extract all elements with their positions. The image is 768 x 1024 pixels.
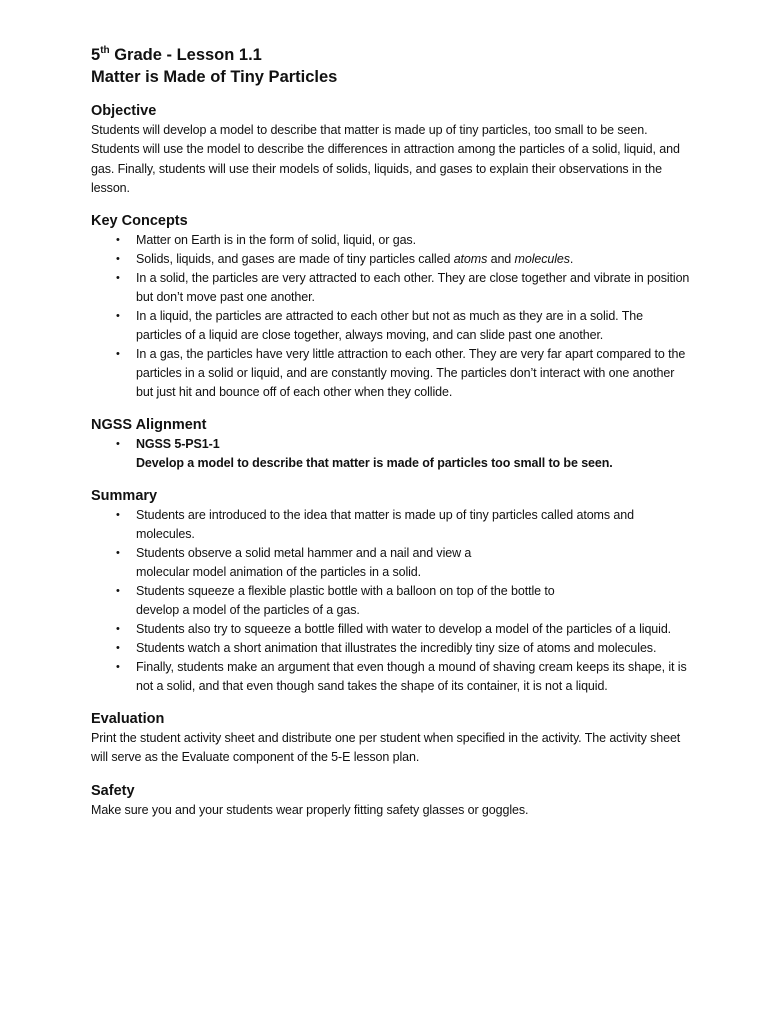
- list-item-text: Matter on Earth is in the form of solid, liquid, or gas.: [136, 233, 416, 248]
- bullet-icon: •: [116, 642, 120, 655]
- list-item: [91, 582, 691, 620]
- evaluation-heading: Evaluation: [91, 711, 165, 728]
- grade-lesson-text: Grade - Lesson 1.1: [109, 46, 262, 64]
- bullet-icon: •: [116, 438, 120, 451]
- list-item-text: Finally, students make an argument that even though a mound of shaving cream keeps its shape, it is not a solid, and that even though sand takes the shape of its container, it is not a liquid.: [136, 660, 687, 694]
- bullet-icon: •: [116, 234, 120, 247]
- objective-text: Students will develop a model to describe that matter is made up of tiny particles, too small to be seen. Students will use the model to describe the differences in attraction among the particles of a solid, liquid, and gas. Finally, students will use their models of solids, liquids, and gases to explain their observations in the lesson.: [91, 123, 680, 195]
- list-item: [91, 506, 691, 544]
- lesson-subtitle: Matter is Made of Tiny Particles: [91, 68, 338, 86]
- summary-list: [91, 506, 691, 696]
- key-concepts-list: [91, 231, 691, 402]
- list-item-text: Students are introduced to the idea that matter is made up of tiny particles called atoms and molecules.: [136, 508, 634, 542]
- safety-heading: Safety: [91, 782, 135, 799]
- bullet-icon: •: [116, 509, 120, 522]
- bullet-icon: •: [116, 272, 120, 285]
- evaluation-text: Print the student activity sheet and distribute one per student when specified in the activity. The activity sheet will serve as the Evaluate component of the 5-E lesson plan.: [91, 731, 681, 765]
- list-item-text: Students observe a solid metal hammer and a nail and view a molecular model animation of the particles in a solid.: [136, 546, 472, 580]
- bullet-icon: •: [116, 310, 120, 323]
- ngss-code: NGSS 5-PS1-1: [136, 437, 220, 452]
- list-item-text-before: Solids, liquids, and gases are made of tiny particles called: [136, 252, 454, 267]
- term-atoms: atoms: [453, 252, 488, 267]
- bullet-icon: •: [116, 661, 120, 674]
- bullet-icon: •: [116, 348, 120, 361]
- list-item-text: Students also try to squeeze a bottle filled with water to develop a model of the particles of a liquid.: [136, 622, 672, 637]
- list-item-text: Students squeeze a flexible plastic bottle with a balloon on top of the bottle to develop a model of the particles of a gas.: [136, 584, 555, 618]
- list-item: [91, 231, 691, 250]
- grade-number: 5: [91, 46, 101, 64]
- list-item: [91, 658, 691, 696]
- objective-heading: Objective: [91, 103, 157, 119]
- bullet-icon: •: [116, 623, 120, 636]
- list-item: [91, 250, 691, 269]
- ngss-heading: NGSS Alignment: [91, 417, 207, 434]
- key-concepts-heading: Key Concepts: [91, 213, 188, 230]
- ngss-description: Develop a model to describe that matter is made of particles too small to be seen.: [136, 456, 613, 471]
- list-item-text: In a liquid, the particles are attracted to each other but not as much as they are in a solid. The particles of a liquid are close together, always moving, and can slide past one another.: [136, 309, 643, 343]
- summary-heading: Summary: [91, 488, 158, 505]
- grade-superscript: th: [100, 44, 110, 56]
- list-item: [91, 544, 691, 582]
- list-item-text: Students watch a short animation that illustrates the incredibly tiny size of atoms and molecules.: [136, 641, 657, 656]
- list-item-text: In a solid, the particles are very attracted to each other. They are close together and vibrate in position but don’t move past one another.: [136, 271, 690, 305]
- list-item: [91, 435, 691, 473]
- list-item: [91, 620, 691, 639]
- lesson-title: [91, 44, 691, 66]
- list-item: [91, 345, 691, 402]
- list-item-text-mid: and: [487, 252, 515, 267]
- list-item-text: In a gas, the particles have very little attraction to each other. They are very far apart compared to the particles in a solid or liquid, and are constantly moving. The particles don’t interact with one another but just hit and bounce off of each other when they collide.: [136, 347, 686, 400]
- list-item: [91, 639, 691, 658]
- bullet-icon: •: [116, 253, 120, 266]
- bullet-icon: •: [116, 585, 120, 598]
- lesson-page: [91, 44, 691, 820]
- bullet-icon: •: [116, 547, 120, 560]
- list-item: [91, 307, 691, 345]
- term-molecules: molecules: [514, 252, 570, 267]
- ngss-list: [91, 435, 691, 473]
- list-item: [91, 269, 691, 307]
- safety-text: Make sure you and your students wear properly fitting safety glasses or goggles.: [91, 802, 529, 817]
- list-item-text-after: .: [569, 252, 574, 267]
